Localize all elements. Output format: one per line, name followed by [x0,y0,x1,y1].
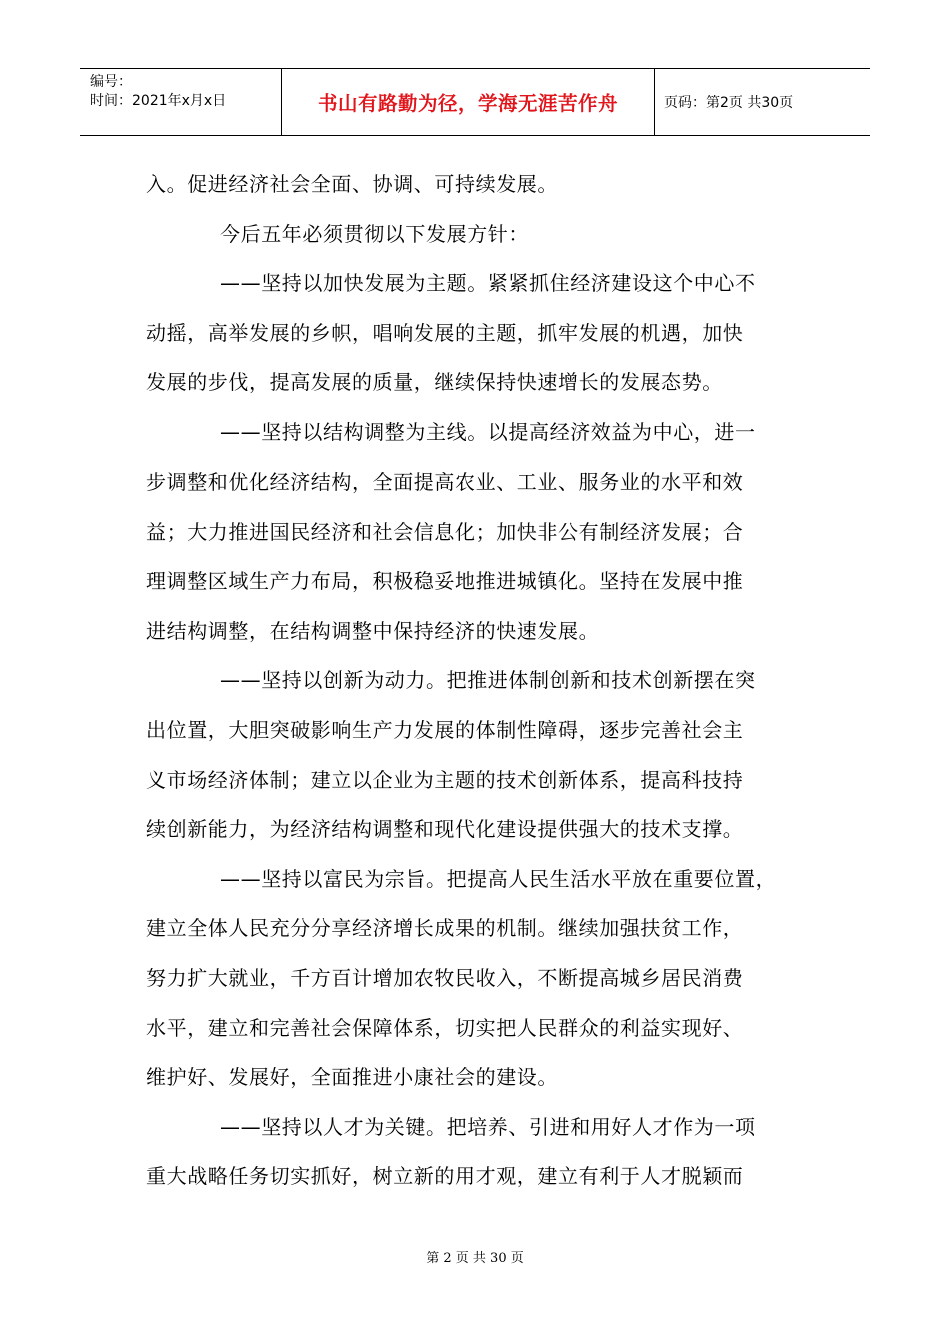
page-footer: 第 2 页 共 30 页 [426,1251,524,1266]
text-line: 重大战略任务切实抓好，树立新的用才观，建立有利于人才脱颖而 [146,1164,744,1188]
text-line: ——坚持以创新为动力。把推进体制创新和技术创新摆在突 [220,668,756,692]
text-line: 水平，建立和完善社会保障体系，切实把人民群众的利益实现好、 [146,1016,744,1040]
text-line: ——坚持以结构调整为主线。以提高经济效益为中心，进一 [220,420,756,444]
text-line: 益；大力推进国民经济和社会信息化；加快非公有制经济发展；合 [146,520,744,544]
text-line: 理调整区域生产力布局，积极稳妥地推进城镇化。坚持在发展中推 [146,569,744,593]
text-line: 步调整和优化经济结构，全面提高农业、工业、服务业的水平和效 [146,470,744,494]
text-line: 义市场经济体制；建立以企业为主题的技术创新体系，提高科技持 [146,768,744,792]
header-motto: 书山有路勤为径，学海无涯苦作舟 [317,92,618,115]
text-line: ——坚持以人才为关键。把培养、引进和用好人才作为一项 [220,1115,756,1139]
text-line: 发展的步伐，提高发展的质量，继续保持快速增长的发展态势。 [146,370,723,394]
header-page-info: 页码：第2页 共30页 [664,95,794,111]
text-line: 今后五年必须贯彻以下发展方针： [220,222,529,246]
document-number-label: 编号： [90,74,132,90]
text-line: 入。促进经济社会全面、协调、可持续发展。 [146,172,558,196]
text-line: 续创新能力，为经济结构调整和现代化建设提供强大的技术支撑。 [146,817,744,841]
document-date: 时间：2021年x月x日 [90,93,227,109]
text-line: 努力扩大就业，千方百计增加农牧民收入，不断提高城乡居民消费 [146,966,744,990]
text-line: 进结构调整，在结构调整中保持经济的快速发展。 [146,619,600,643]
text-line: ——坚持以富民为宗旨。把提高人民生活水平放在重要位置， [220,867,777,891]
text-line: 出位置，大胆突破影响生产力发展的体制性障碍，逐步完善社会主 [146,718,744,742]
text-line: 维护好、发展好，全面推进小康社会的建设。 [146,1065,558,1089]
text-line: ——坚持以加快发展为主题。紧紧抓住经济建设这个中心不 [220,271,756,295]
text-line: 建立全体人民充分分享经济增长成果的机制。继续加强扶贫工作， [146,916,744,940]
text-line: 动摇，高举发展的乡帜，唱响发展的主题，抓牢发展的机遇，加快 [146,321,744,345]
